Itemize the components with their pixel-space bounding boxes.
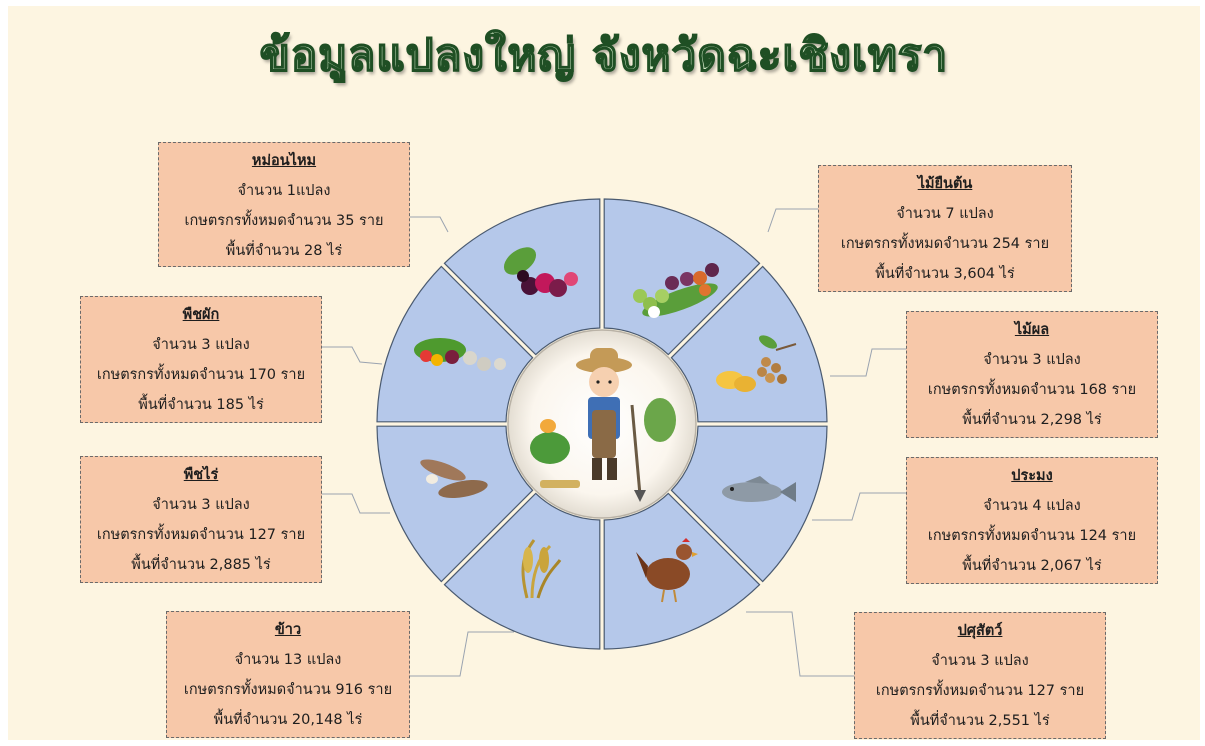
plot-count: จำนวน 7 แปลง: [896, 206, 994, 222]
area-value: พื้นที่จำนวน 28 ไร่: [225, 243, 343, 259]
connector-line: [410, 632, 514, 676]
info-box-fruits: [906, 311, 1158, 438]
farmer-count: เกษตรกรทั้งหมดจำนวน 35 ราย: [184, 213, 384, 229]
connector-line: [830, 349, 906, 376]
area-value: พื้นที่จำนวน 2,298 ไร่: [962, 412, 1102, 428]
info-box-perennial-trees: [818, 165, 1072, 292]
group-name: พืชผัก: [182, 307, 220, 323]
area-value: พื้นที่จำนวน 3,604 ไร่: [875, 266, 1015, 282]
area-value: พื้นที่จำนวน 20,148 ไร่: [213, 712, 363, 728]
area-value: พื้นที่จำนวน 2,885 ไร่: [131, 557, 271, 573]
plot-count: จำนวน 3 แปลง: [152, 337, 250, 353]
group-name: ข้าว: [274, 622, 302, 638]
page-title: ข้อมูลแปลงใหญ่ จังหวัดฉะเชิงเทรา: [259, 30, 949, 81]
farmer-count: เกษตรกรทั้งหมดจำนวน 127 ราย: [875, 683, 1085, 699]
farmer-count: เกษตรกรทั้งหมดจำนวน 168 ราย: [927, 382, 1137, 398]
info-box-rice: [166, 611, 410, 738]
area-value: พื้นที่จำนวน 2,067 ไร่: [962, 558, 1102, 574]
info-box-livestock: [854, 612, 1106, 739]
connector-line: [410, 217, 448, 232]
plot-count: จำนวน 1แปลง: [237, 183, 331, 199]
group-name: ไม้ผล: [1014, 322, 1050, 338]
info-box-field-crops: [80, 456, 322, 583]
farmer-count: เกษตรกรทั้งหมดจำนวน 124 ราย: [927, 528, 1137, 544]
group-name: ปศุสัตว์: [957, 623, 1003, 639]
plot-count: จำนวน 3 แปลง: [983, 352, 1081, 368]
connector-line: [322, 347, 382, 364]
farmer-count: เกษตรกรทั้งหมดจำนวน 127 ราย: [96, 527, 306, 543]
info-box-fisheries: [906, 457, 1158, 584]
plot-count: จำนวน 13 แปลง: [234, 652, 342, 668]
connector-line: [812, 493, 906, 520]
plot-count: จำนวน 3 แปลง: [152, 497, 250, 513]
area-value: พื้นที่จำนวน 2,551 ไร่: [910, 713, 1050, 729]
group-name: พืชไร่: [183, 467, 219, 483]
plot-count: จำนวน 4 แปลง: [983, 498, 1081, 514]
farmer-count: เกษตรกรทั้งหมดจำนวน 254 ราย: [840, 236, 1050, 252]
farmer-count: เกษตรกรทั้งหมดจำนวน 916 ราย: [183, 682, 393, 698]
area-value: พื้นที่จำนวน 185 ไร่: [138, 397, 264, 413]
plot-count: จำนวน 3 แปลง: [931, 653, 1029, 669]
info-box-vegetables: [80, 296, 322, 423]
connector-line: [746, 612, 854, 676]
info-box-mulberry: [158, 142, 410, 267]
group-name: ไม้ยืนต้น: [917, 176, 973, 192]
group-name: หม่อนไหม: [251, 153, 317, 169]
connector-line: [768, 209, 818, 232]
connector-line: [322, 494, 390, 513]
farmer-count: เกษตรกรทั้งหมดจำนวน 170 ราย: [96, 367, 306, 383]
group-name: ประมง: [1011, 468, 1053, 484]
